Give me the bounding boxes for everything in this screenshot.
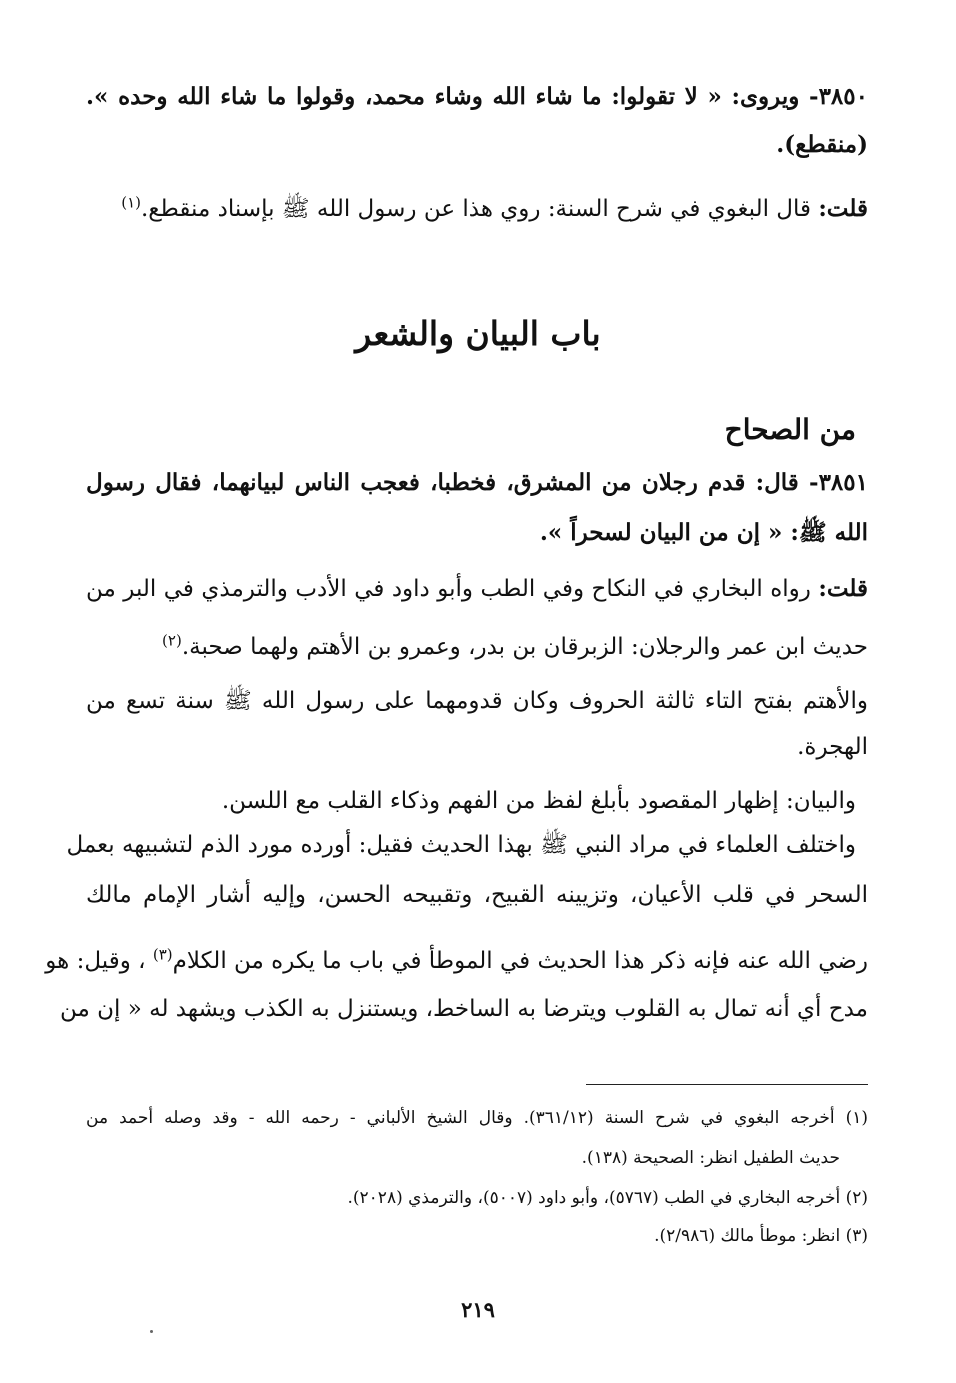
hadith-3851-line-1: ٣٨٥١- قال: قدم رجلان من المشرق، فخطبا، فعجب الناس لبيانهما، فقال رسول	[86, 469, 868, 496]
commentary-line-6: واختلف العلماء في مراد النبي ﷺ بهذا الحديث فقيل: أورده مورد الذم لتشبيهه بعمل	[66, 832, 856, 858]
note-3850	[86, 194, 868, 224]
footnote-divider	[586, 1084, 868, 1085]
commentary-line-2-text: حديث ابن عمر والرجلان: الزبرقان بن بدر، وعمرو بن الأهتم ولهما صحبة.	[181, 634, 868, 660]
commentary-line-5: والبيان: إظهار المقصود بأبلغ لفظ من الفهم وذكاء القلب مع اللسن.	[221, 788, 856, 814]
commentary-line-9: مدح أي أنه تمال به القلوب ويترضا به الساخط، ويستنزل به الكذب ويشهد له « إن من	[60, 996, 868, 1022]
commentary-line-3: والأهتم بفتح التاء ثالثة الحروف وكان قدومهما على رسول الله ﷺ سنة تسع من	[86, 688, 868, 714]
footnote-1-line-1: (١) أخرجه البغوي في شرح السنة (٣٦١/١٢). وقال الشيخ الألباني - رحمه الله - وقد وصله أحمد من	[86, 1108, 868, 1128]
section-title: من الصحاح	[724, 413, 856, 446]
footnote-2: (٢) أخرجه البخاري في الطب (٥٧٦٧)، وأبو داود (٥٠٠٧)، والترمذي (٢٠٢٨).	[347, 1188, 868, 1208]
footnote-1-line-2: حديث الطفيل انظر: الصحيحة (١٣٨).	[581, 1148, 840, 1168]
hadith-3850-line-1: ٣٨٥٠- ويروى: « لا تقولوا: ما شاء الله وشاء محمد، وقولوا ما شاء الله وحده ».	[86, 83, 868, 110]
commentary-label: قلت:	[818, 575, 869, 602]
commentary-line-1	[86, 574, 868, 604]
hadith-3851-line-2: الله ﷺ: « إن من البيان لسحراً ».	[539, 519, 868, 546]
note-label: قلت:	[818, 195, 868, 222]
commentary-line-2	[86, 632, 868, 662]
page-number: ٢١٩	[461, 1297, 495, 1322]
footnote-ref-1: (١)	[121, 193, 141, 212]
commentary-line-1-text: رواه البخاري في النكاح وفي الطب وأبو داود في الأدب والترمذي في البر من	[86, 576, 811, 602]
commentary-line-8-text-a: رضي الله عنه فإنه ذكر هذا الحديث في الموطأ في باب ما يكره من الكلام	[172, 948, 868, 974]
footnote-3: (٣) انظر: موطأ مالك (٢/٩٨٦).	[654, 1226, 868, 1246]
commentary-line-7: السحر في قلب الأعيان، وتزيينه القبيح، وتقبيحه الحسن، وإليه أشار الإمام مالك	[86, 882, 868, 908]
note-text: قال البغوي في شرح السنة: روي هذا عن رسول الله ﷺ بإسناد منقطع.	[141, 196, 811, 222]
footnote-ref-2: (٢)	[162, 631, 182, 650]
hadith-3850-line-2: (منقطع).	[776, 131, 868, 158]
commentary-line-8	[45, 945, 868, 976]
scan-speck	[150, 1330, 153, 1333]
chapter-title: باب البيان والشعر	[355, 314, 601, 353]
commentary-line-8-text-b: ، وقيل: هو	[45, 948, 146, 974]
footnote-ref-3: (٣)	[152, 945, 173, 964]
commentary-line-4: الهجرة.	[797, 734, 868, 760]
